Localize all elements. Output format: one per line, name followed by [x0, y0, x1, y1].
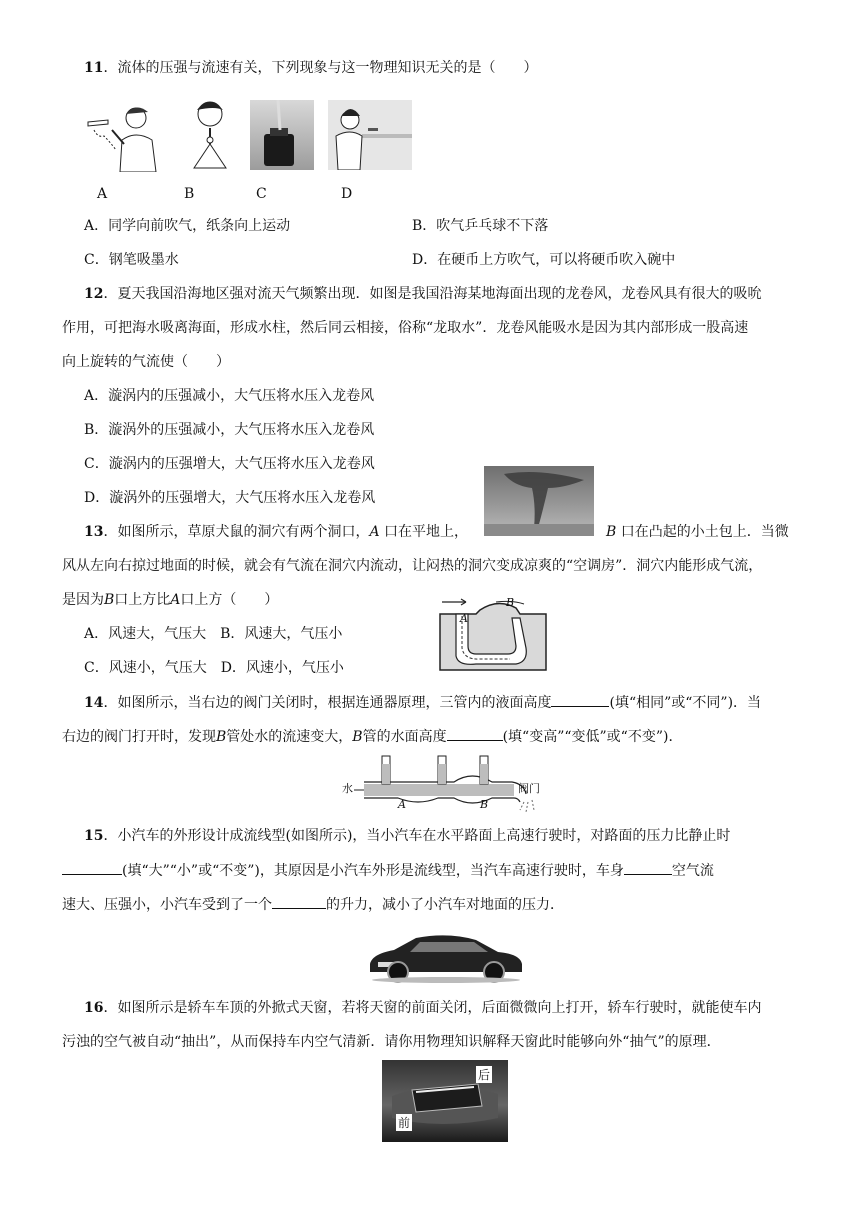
q14-stem-line2: 右边的阀门打开时，发现B管处水的流速变大，B管的水面高度 (填“变高”“变低”或“不变”)． [62, 726, 682, 747]
q14-fig-label-valve: 阀门 [518, 782, 540, 795]
q14-blank-1[interactable] [551, 692, 609, 707]
q16-sunroof-image [382, 1060, 508, 1142]
q14-connected-tubes-diagram [342, 754, 546, 814]
q16-stem-line2: 污浊的空气被自动“抽出”，从而保持车内空气清新．请你用物理知识解释天窗此时能够向外“抽气”的原理． [62, 1034, 721, 1050]
q16-fig-label-back: 后 [478, 1068, 491, 1082]
q11-option-c: C．钢笔吸墨水 [84, 252, 179, 268]
q11-figure-a-blowing-paper [86, 100, 172, 172]
q12-stem-line2: 作用，可把海水吸离海面，形成水柱，然后同云相接，俗称“龙取水”．龙卷风能吸水是因为其内部形成一股高速 [62, 320, 749, 336]
q13-stem-line1: 13．如图所示，草原犬鼠的洞穴有两个洞口，A 口在平地上， [84, 524, 469, 540]
q12-option-a: A．漩涡内的压强减小，大气压将水压入龙卷风 [84, 388, 375, 404]
q13-number: 13 [84, 524, 104, 540]
q12-stem-line1: 12．夏天我国沿海地区强对流天气频繁出现．如图是我国沿海某地海面出现的龙卷风，龙卷风具有很大的吸吮 [84, 286, 762, 302]
q13-burrow-diagram [436, 596, 550, 672]
q14-blank-2[interactable] [447, 726, 503, 741]
q11-fig-label-b: B [184, 186, 195, 202]
q16-fig-label-front: 前 [398, 1116, 411, 1130]
q13-fig-label-a: A [460, 612, 468, 625]
q11-option-b: B．吹气乒乓球不下落 [412, 218, 549, 234]
q15-blank-3[interactable] [272, 894, 326, 909]
q11-fig-label-d: D [341, 186, 353, 202]
q13-fig-label-b: B [506, 596, 515, 609]
q11-fig-label-a: A [97, 186, 108, 202]
q15-stem-line2: (填“大”“小”或“不变”)，其原因是小汽车外形是流线型，当汽车高速行驶时，车身 空气流 [62, 860, 714, 881]
q11-fig-label-c: C [256, 186, 267, 202]
q15-number: 15 [84, 828, 104, 844]
q11-number: 11 [84, 60, 104, 76]
q13-stem-line1-end: B 口在凸起的小土包上．当微 [606, 524, 789, 540]
q15-stem-line1: 15．小汽车的外形设计成流线型(如图所示)，当小汽车在水平路面上高速行驶时，对路面的压力比静止时 [84, 828, 731, 844]
q12-option-b: B．漩涡外的压强减小，大气压将水压入龙卷风 [84, 422, 375, 438]
q13-options-row2: C．风速小，气压大 D．风速小，气压小 [84, 660, 344, 676]
q11-option-a: A．同学向前吹气，纸条向上运动 [84, 218, 291, 234]
q12-number: 12 [84, 286, 104, 302]
q15-blank-1[interactable] [62, 860, 122, 875]
q14-fig-label-b: B [480, 798, 489, 811]
q13-options-row1: A．风速大，气压大 B．风速大，气压小 [84, 626, 343, 642]
q16-number: 16 [84, 1000, 104, 1016]
q11-option-d: D．在硬币上方吹气，可以将硬币吹入碗中 [412, 252, 676, 268]
q11-figure-d-coin-bowl [328, 100, 412, 170]
q13-stem-line2: 风从左向右掠过地面的时候，就会有气流在洞穴内流动，让闷热的洞穴变成凉爽的“空调房”．洞穴内能形成气流， [62, 558, 763, 574]
q11-figure-c-pen-ink [250, 100, 314, 170]
q12-tornado-photo [484, 466, 594, 536]
q12-stem-line3: 向上旋转的气流使（ ） [62, 354, 230, 370]
q15-stem-line3: 速大、压强小，小汽车受到了一个 的升力，减小了小汽车对地面的压力． [62, 894, 564, 915]
q14-stem-line1: 14．如图所示，当右边的阀门关闭时，根据连通器原理，三管内的液面高度 (填“相同”或“不同”)．当 [84, 692, 761, 713]
q14-fig-label-a: A [398, 798, 406, 811]
q15-car-image [364, 930, 526, 984]
q16-stem-line1: 16．如图所示是轿车车顶的外掀式天窗，若将天窗的前面关闭，后面微微向上打开，轿车行驶时，就能使车内 [84, 1000, 762, 1016]
q12-option-d: D．漩涡外的压强增大，大气压将水压入龙卷风 [84, 490, 376, 506]
q15-blank-2[interactable] [624, 860, 672, 875]
q14-number: 14 [84, 695, 104, 711]
q13-stem-line3: 是因为B口上方比A口上方（ ） [62, 592, 279, 608]
q11-stem: 11．流体的压强与流速有关，下列现象与这一物理知识无关的是（ ） [84, 60, 538, 76]
q14-fig-label-water: 水 [342, 782, 353, 795]
q11-figure-b-ping-pong [184, 98, 240, 170]
q12-option-c: C．漩涡内的压强增大，大气压将水压入龙卷风 [84, 456, 375, 472]
